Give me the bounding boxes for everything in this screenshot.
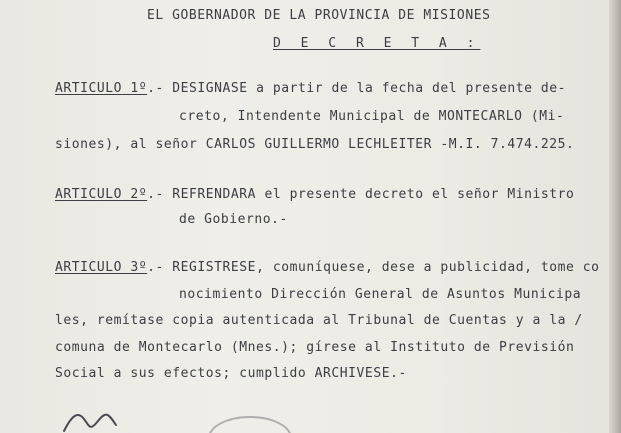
article-1-separator: .- <box>147 81 173 96</box>
official-seal <box>208 416 292 433</box>
article-2-line-2: de Gobierno.- <box>179 212 288 227</box>
article-3-separator: .- <box>147 260 173 275</box>
decreta-heading: D E C R E T A : <box>273 36 481 51</box>
article-3-label: ARTICULO 3º <box>55 260 148 275</box>
article-1-label: ARTICULO 1º <box>55 81 148 96</box>
article-3-line-3: les, remítase copia autenticada al Tribunal de Cuentas y a la / <box>55 313 583 328</box>
article-3-line-1 <box>55 260 600 276</box>
article-2-separator: .- <box>147 187 173 202</box>
article-2-line-1 <box>55 187 574 203</box>
article-3-line-5: Social a sus efectos; cumplido ARCHIVESE.- <box>55 366 407 381</box>
article-2-text-1: REFRENDARA el presente decreto el señor Ministro <box>172 187 575 202</box>
article-1-line-2: creto, Intendente Municipal de MONTECARLO (Mi- <box>179 109 565 124</box>
signature-mark <box>60 405 180 433</box>
page-edge <box>609 0 621 433</box>
article-1-text-1: DESIGNASE a partir de la fecha del presente de- <box>172 81 566 96</box>
article-2-label: ARTICULO 2º <box>55 187 148 202</box>
article-1-line-1 <box>55 81 566 97</box>
article-3-line-2: nocimiento Dirección General de Asuntos Municipa <box>179 287 582 302</box>
document-title: EL GOBERNADOR DE LA PROVINCIA DE MISIONES <box>147 8 491 23</box>
article-3-line-4: comuna de Montecarlo (Mnes.); gírese al Instituto de Previsión <box>55 340 575 355</box>
article-1-line-3: siones), al señor CARLOS GUILLERMO LECHLEITER -M.I. 7.474.225. <box>55 137 575 152</box>
article-3-text-1: REGISTRESE, comuníquese, dese a publicidad, tome co <box>172 260 600 275</box>
